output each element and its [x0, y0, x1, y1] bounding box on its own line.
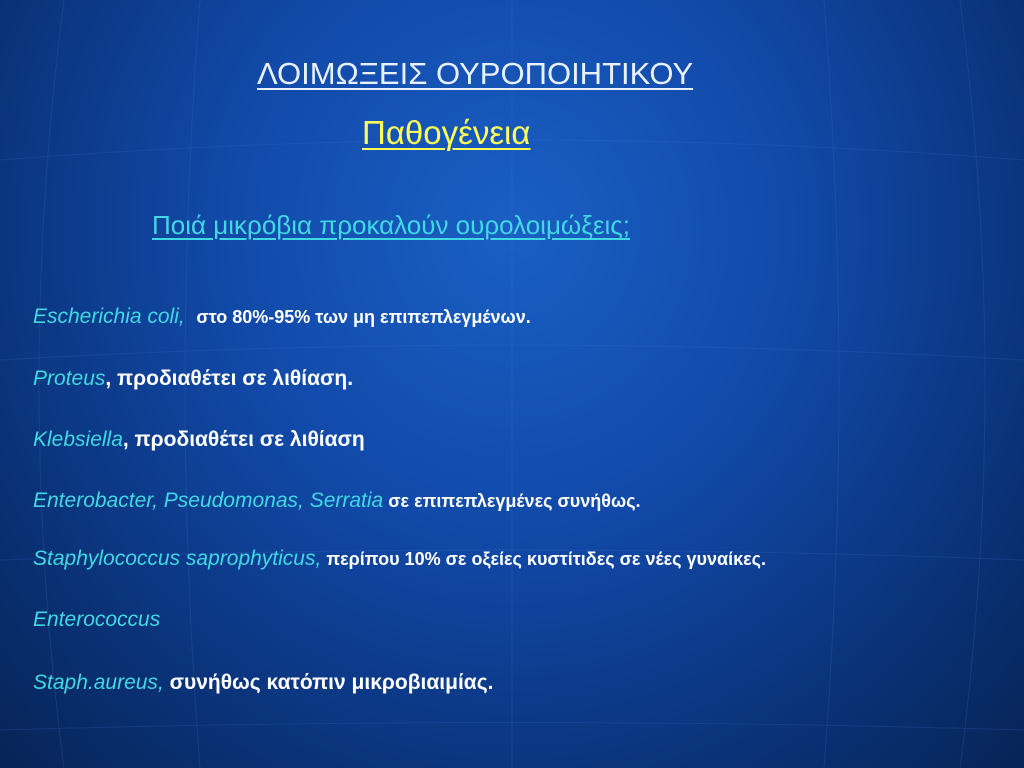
slide-subtitle: Παθογένεια [362, 114, 531, 151]
organism-name: Proteus [33, 367, 106, 390]
organism-name: Enterococcus [33, 608, 161, 631]
organism-name: Escherichia coli, [33, 305, 185, 328]
item-note: στο 80%-95% των μη επιπεπλεγμένων. [196, 307, 531, 327]
organism-name-serratia: Serratia [309, 489, 384, 512]
item-separator [185, 305, 197, 328]
item-note: περίπου 10% σε οξείες κυστίτιδες σε νέες γυναίκες. [321, 549, 767, 569]
organism-name-pseudomonas: Pseudomonas [163, 489, 299, 512]
organism-separator: , [152, 489, 164, 512]
slide-title: ΛΟΙΜΩΞΕΙΣ ΟΥΡΟΠΟΙΗΤΙΚΟΥ [257, 56, 694, 91]
item-separator: , [157, 671, 164, 694]
organism-name: Staphylococcus saprophyticus [33, 547, 316, 570]
organism-name-enterobacter: Enterobacter [33, 489, 153, 512]
slide-question: Ποιά μικρόβια προκαλούν ουρολοιμώξεις; [152, 210, 630, 240]
list-item-proteus [33, 367, 353, 391]
organism-separator: , [298, 489, 310, 512]
organism-name: Staph.aureus [33, 671, 158, 694]
list-item-staphylococcus [33, 547, 766, 571]
item-note: σε επιπεπλεγμένες συνήθως. [383, 491, 641, 511]
item-note: , προδιαθέτει σε λιθίαση. [105, 367, 354, 390]
list-item-staph-aureus [33, 671, 493, 695]
list-item-enterobacter [33, 489, 641, 513]
list-item-enterococcus [33, 608, 160, 632]
organism-name: Klebsiella [33, 428, 123, 451]
item-note: , προδιαθέτει σε λιθίαση [122, 428, 365, 451]
list-item-klebsiella [33, 428, 365, 452]
item-separator: , [315, 547, 322, 570]
list-item-escherichia [33, 305, 531, 329]
item-note: συνήθως κατόπιν μικροβιαιμίας. [163, 671, 494, 694]
